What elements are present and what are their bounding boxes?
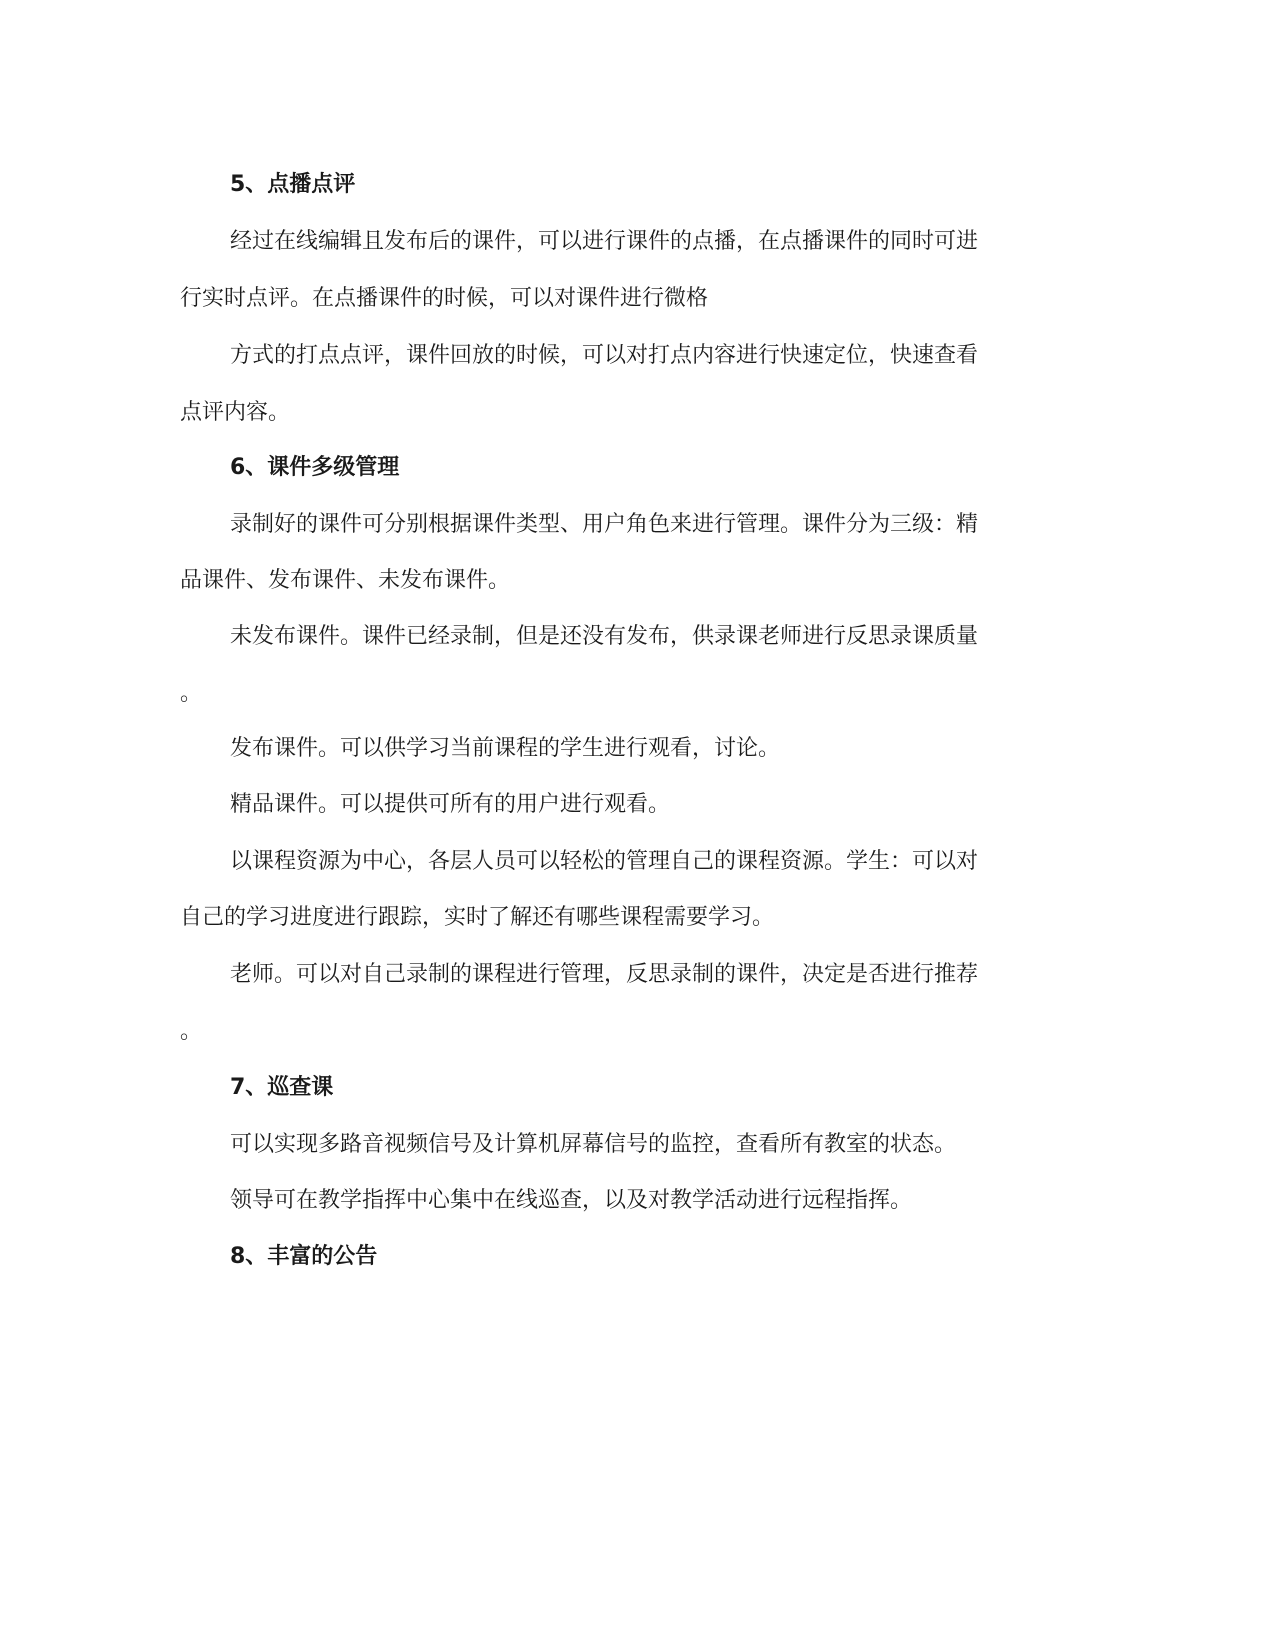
- paragraph-line: 领导可在教学指挥中心集中在线巡查，以及对教学活动进行远程指挥。: [230, 1188, 913, 1213]
- paragraph-line: 方式的打点点评，课件回放的时候，可以对打点内容进行快速定位，快速查看: [230, 343, 979, 368]
- paragraph-line: 未发布课件。课件已经录制，但是还没有发布，供录课老师进行反思录课质量: [230, 624, 979, 649]
- section-heading-7: 7、巡查课: [230, 1075, 334, 1100]
- paragraph-line: 发布课件。可以供学习当前课程的学生进行观看，讨论。: [230, 736, 781, 761]
- paragraph-line: 。: [180, 681, 203, 706]
- paragraph-line: 老师。可以对自己录制的课程进行管理，反思录制的课件，决定是否进行推荐: [230, 962, 979, 987]
- paragraph-line: 自己的学习进度进行跟踪，实时了解还有哪些课程需要学习。: [180, 905, 775, 930]
- paragraph-line: 行实时点评。在点播课件的时候，可以对课件进行微格: [180, 286, 709, 311]
- section-heading-6: 6、课件多级管理: [230, 455, 400, 480]
- paragraph-line: 品课件、发布课件、未发布课件。: [180, 568, 511, 593]
- paragraph-line: 可以实现多路音视频信号及计算机屏幕信号的监控，查看所有教室的状态。: [230, 1132, 957, 1157]
- section-heading-8: 8、丰富的公告: [230, 1244, 378, 1269]
- paragraph-line: 录制好的课件可分别根据课件类型、用户角色来进行管理。课件分为三级：精: [230, 512, 979, 537]
- paragraph-line: 以课程资源为中心，各层人员可以轻松的管理自己的课程资源。学生：可以对: [230, 849, 979, 874]
- paragraph-line: 。: [180, 1019, 203, 1044]
- paragraph-line: 精品课件。可以提供可所有的用户进行观看。: [230, 792, 671, 817]
- paragraph-line: 经过在线编辑且发布后的课件，可以进行课件的点播，在点播课件的同时可进: [230, 229, 979, 254]
- section-heading-5: 5、点播点评: [230, 172, 356, 197]
- paragraph-line: 点评内容。: [180, 400, 291, 425]
